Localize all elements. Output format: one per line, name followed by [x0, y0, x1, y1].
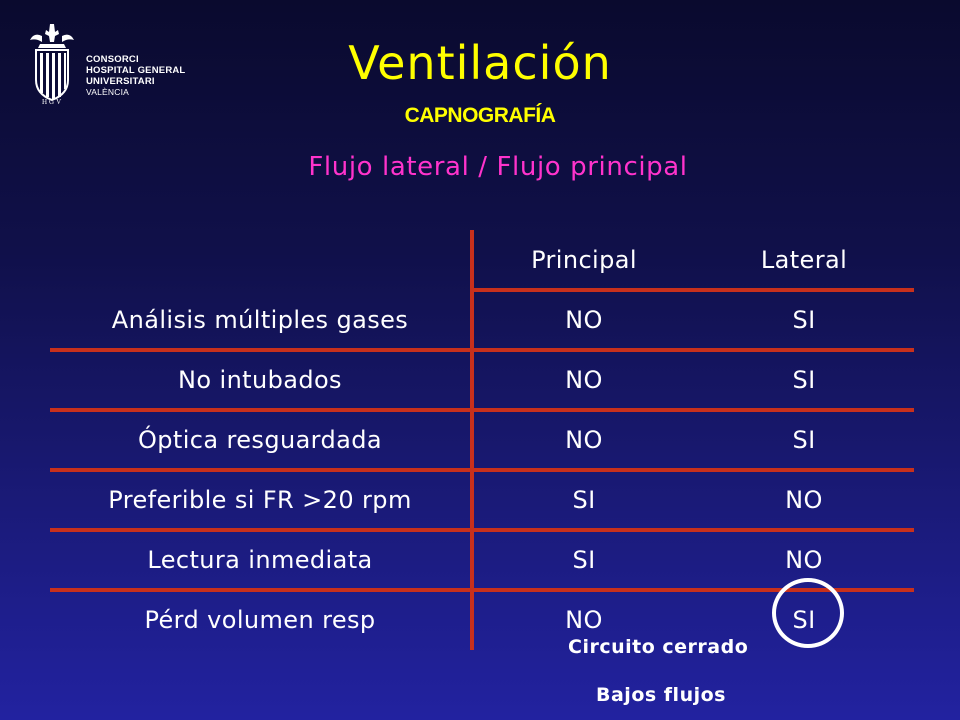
row-label: Análisis múltiples gases	[111, 306, 409, 334]
highlight-circle	[772, 578, 844, 648]
cell-principal: NO	[565, 606, 603, 634]
comparison-table	[50, 230, 914, 650]
logo-caption: HGV	[42, 98, 64, 106]
slide-subtitle: CAPNOGRAFÍA	[404, 104, 556, 127]
cell-principal: NO	[565, 306, 603, 334]
hospital-name-line: HOSPITAL GENERAL	[86, 65, 186, 76]
hospital-name-line: VALÈNCIA	[86, 87, 130, 97]
cell-principal: SI	[572, 486, 596, 514]
slide-title: Ventilación	[348, 36, 612, 90]
hospital-name-line: CONSORCI	[86, 54, 139, 65]
hospital-name-line: UNIVERSITARI	[86, 76, 155, 87]
row-label: No intubados	[178, 366, 342, 394]
cell-principal: NO	[565, 426, 603, 454]
row-label: Preferible si FR >20 rpm	[108, 486, 412, 514]
cell-lateral: SI	[792, 426, 816, 454]
row-label: Lectura inmediata	[147, 546, 373, 574]
column-header-principal: Principal	[531, 246, 637, 274]
cell-lateral: SI	[792, 366, 816, 394]
column-header-lateral: Lateral	[760, 246, 848, 274]
cell-lateral: NO	[785, 486, 823, 514]
cell-principal: NO	[565, 366, 603, 394]
note-low-flows: Bajos flujos	[596, 684, 726, 706]
row-label: Óptica resguardada	[137, 426, 383, 454]
cell-lateral: NO	[785, 546, 823, 574]
cell-principal: SI	[572, 546, 596, 574]
cell-lateral: SI	[792, 606, 816, 634]
cell-lateral: SI	[792, 306, 816, 334]
row-label: Pérd volumen resp	[144, 606, 376, 634]
note-closed-circuit: Circuito cerrado	[568, 636, 749, 658]
section-title: Flujo lateral / Flujo principal	[308, 152, 688, 182]
